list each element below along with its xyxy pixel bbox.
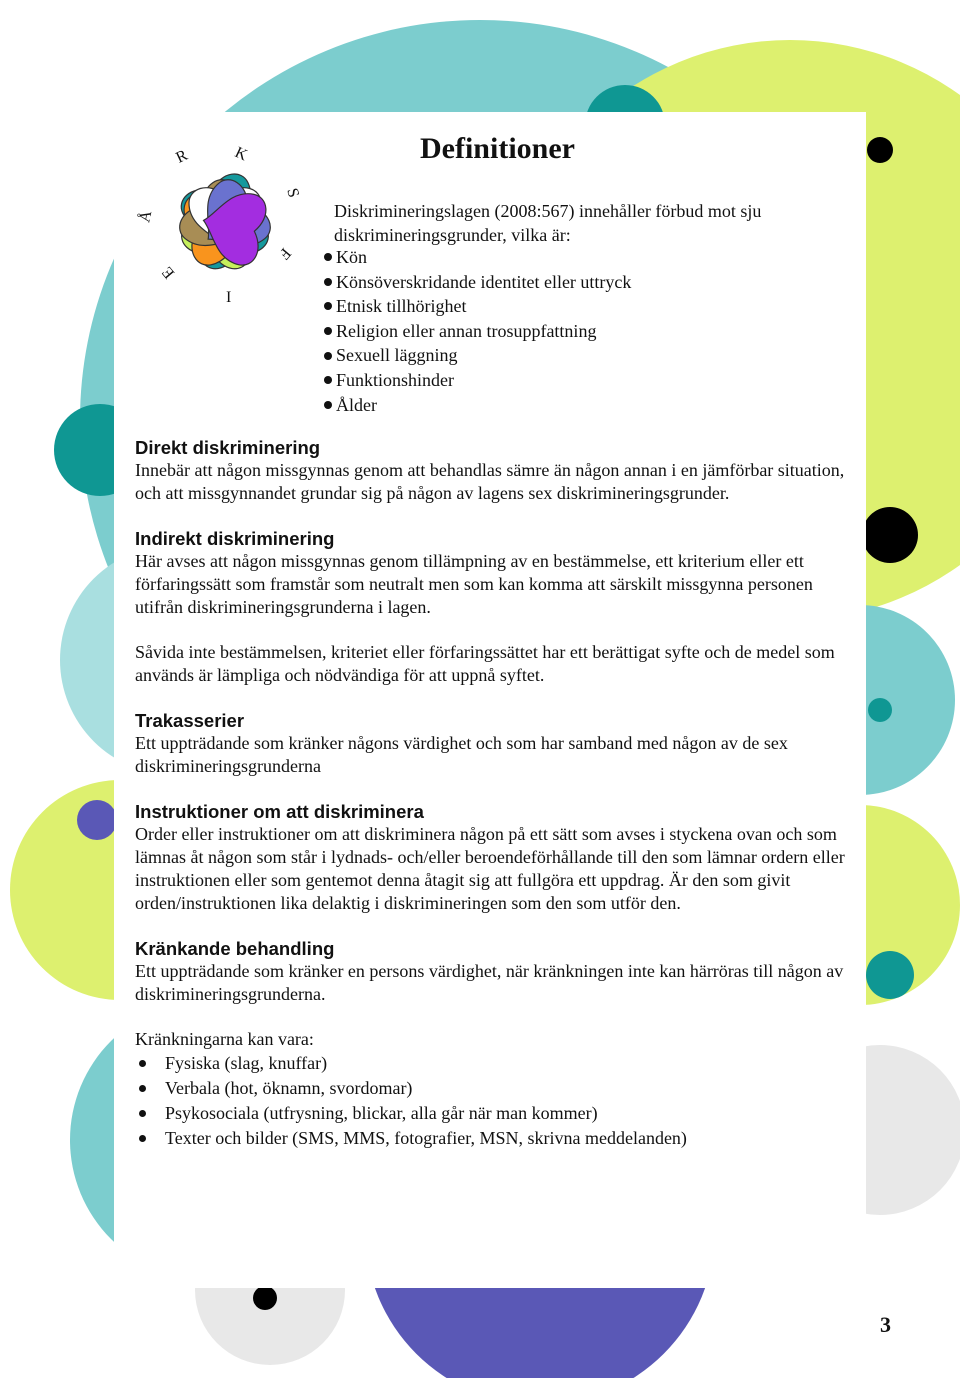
petal-letter-k: K <box>232 143 250 165</box>
list-item-text: Fysiska (slag, knuffar) <box>165 1053 328 1073</box>
bullet-icon <box>139 1110 146 1117</box>
bullet-icon <box>139 1060 146 1067</box>
grounds-list <box>322 245 631 417</box>
list-item-text: Ålder <box>336 394 377 415</box>
flower-logo <box>118 120 333 325</box>
heading-direkt: Direkt diskriminering <box>135 437 321 458</box>
bullet-icon <box>324 253 332 261</box>
bullet-icon <box>324 327 332 335</box>
list-item <box>322 319 631 344</box>
list-item-text: Religion eller annan trosuppfattning <box>336 320 597 341</box>
list-item <box>135 1126 860 1151</box>
petal-letter-s: S <box>283 186 303 200</box>
list-item <box>135 1051 860 1076</box>
bullet-icon <box>324 278 332 286</box>
list-item-text: Verbala (hot, öknamn, svordomar) <box>165 1078 413 1098</box>
petal-letter-e: E <box>158 263 179 282</box>
list-item-text: Texter och bilder (SMS, MMS, fotografier, MSN, skrivna meddelanden) <box>165 1128 687 1148</box>
definitions-content <box>135 436 860 1151</box>
page-title: Definitioner <box>420 132 575 165</box>
bullet-icon <box>324 352 332 360</box>
krankning-list <box>135 1051 860 1151</box>
list-item <box>322 245 631 270</box>
heading-indirekt: Indirekt diskriminering <box>135 528 335 549</box>
bullet-icon <box>324 401 332 409</box>
list-item <box>322 343 631 368</box>
list-item <box>322 368 631 393</box>
text-instruktioner: Order eller instruktioner om att diskriminera någon på ett sätt som avses i styckena ovan och som lämnas åt någon som står i lydnads- och/eller beroendeförhållande till den som lämnar ordern eller instruktionen eller som gentemot denna åtagit sig att fullgöra ett uppdrag. Är den som givit orden/instruktionen lika delaktig i diskrimineringen som den som utför den. <box>135 824 845 913</box>
list-item <box>135 1101 860 1126</box>
text-krankande: Ett uppträdande som kränker en persons värdighet, när kränkningen inte kan härröras till någon av diskrimineringsgrunderna. <box>135 961 844 1004</box>
list-item <box>322 270 631 295</box>
list-item-text: Etnisk tillhörighet <box>336 296 467 317</box>
petal-letter-r: R <box>173 146 191 167</box>
bullet-icon <box>139 1135 146 1142</box>
list-item <box>135 1076 860 1101</box>
intro-text: Diskrimineringslagen (2008:567) innehåller förbud mot sju diskrimineringsgrunder, vilka är: <box>334 201 762 245</box>
text-direkt: Innebär att någon missgynnas genom att behandlas sämre än någon annan i en jämförbar situation, och att missgynnandet grundar sig på någon av lagens sex diskrimineringsgrunder. <box>135 460 845 503</box>
text-indirekt: Här avses att någon missgynnas genom tillämpning av en bestämmelse, ett kriterium eller ett förfaringssätt som framstår som neutralt men som kan komma att särskilt missgynna personen utifrån diskrimineringsgrunderna i lagen. <box>135 551 813 617</box>
list-item-text: Könsöverskridande identitet eller uttryck <box>336 271 632 292</box>
text-indirekt-2: Såvida inte bestämmelsen, kriteriet eller förfaringssättet har ett berättigat syfte och de medel som används är lämpliga och nödvändiga för att uppnå syftet. <box>135 642 835 685</box>
bullet-icon <box>324 376 332 384</box>
heading-krankande: Kränkande behandling <box>135 938 335 959</box>
petal-letter-a: Å <box>136 209 156 224</box>
bullet-icon <box>139 1085 146 1092</box>
list-item-text: Sexuell läggning <box>336 345 458 366</box>
heading-instruktioner: Instruktioner om att diskriminera <box>135 801 424 822</box>
petal-letter-i: I <box>226 289 232 306</box>
page-number: 3 <box>880 1312 891 1337</box>
list-item-text: Funktionshinder <box>336 369 455 390</box>
bullet-icon <box>324 302 332 310</box>
list-item-text: Psykosociala (utfrysning, blickar, alla går när man kommer) <box>165 1103 598 1123</box>
list-intro: Kränkningarna kan vara: <box>135 1029 314 1049</box>
list-item <box>322 393 631 418</box>
list-item-text: Kön <box>336 247 367 267</box>
list-item <box>322 294 631 319</box>
text-trakasserier: Ett uppträdande som kränker någons värdighet och som har samband med någon av de sex diskrimineringsgrunderna <box>135 733 788 776</box>
heading-trakasserier: Trakasserier <box>135 710 245 731</box>
petal-letter-f: F <box>275 244 294 263</box>
